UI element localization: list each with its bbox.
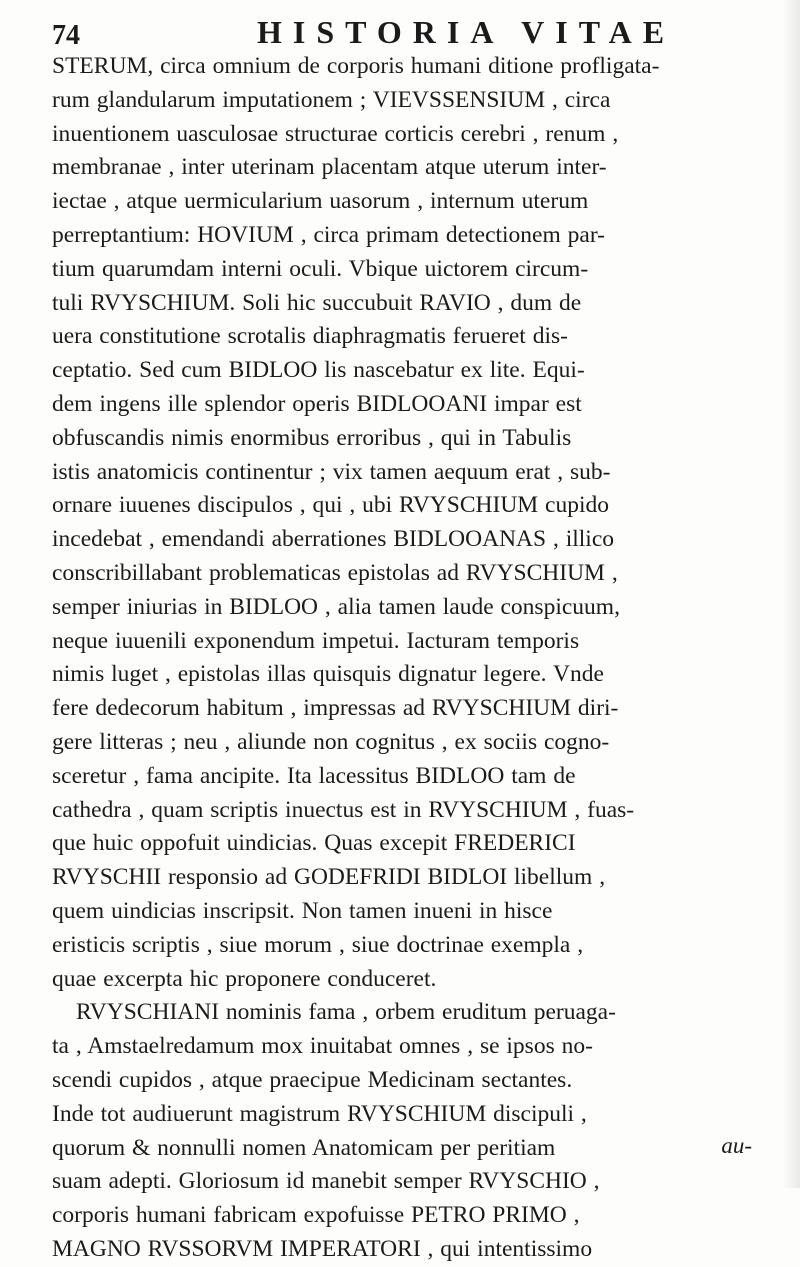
text-line: membranae , inter uterinam placentam atque uterum inter- bbox=[52, 154, 607, 181]
text-line: uera constitutione scrotalis diaphragmatis ferueret dis- bbox=[52, 323, 568, 350]
text-line: iectae , atque uermicularium uasorum , internum uterum bbox=[52, 188, 589, 215]
text-line: STERUM, circa omnium de corporis humani ditione profligata- bbox=[52, 53, 660, 79]
text-line: rum glandularum imputationem ; VIEVSSENSIUM , circa bbox=[52, 86, 611, 113]
text-line: ta , Amstaelredamum mox inuitabat omnes , se ipsos no- bbox=[52, 1033, 593, 1060]
text-line: inuentionem uasculosae structurae corticis cerebri , renum , bbox=[52, 120, 619, 147]
text-line: incedebat , emendandi aberrationes BIDLOOANAS , illico bbox=[52, 526, 615, 553]
text-line: obfuscandis nimis enormibus erroribus , qui in Tabulis bbox=[52, 424, 572, 451]
text-line: perreptantium: HOVIUM , circa primam detectionem par- bbox=[52, 221, 606, 248]
catchword: au- bbox=[721, 1133, 752, 1158]
text-line: quorum & nonnulli nomen Anatomicam per peritiam bbox=[52, 1134, 556, 1161]
text-line: scendi cupidos , atque praecipue Medicinam sectantes. bbox=[52, 1066, 573, 1093]
text-line: tuli RVYSCHIUM. Soli hic succubuit RAVIO , dum de bbox=[52, 289, 582, 316]
text-line: gere litteras ; neu , aliunde non cognitus , ex sociis cogno- bbox=[52, 728, 610, 755]
text-line: ceptatio. Sed cum BIDLOO lis nascebatur ex lite. Equi- bbox=[52, 357, 585, 384]
text-line: quae excerpta hic proponere conduceret. bbox=[52, 965, 437, 992]
body-text bbox=[52, 50, 752, 1267]
text-line: sceretur , fama ancipite. Ita lacessitus BIDLOO tam de bbox=[52, 762, 576, 789]
page-number: 74 bbox=[52, 20, 80, 51]
text-line: eristicis scriptis , siue morum , siue doctrinae exempla , bbox=[52, 931, 584, 958]
text-line: neque iuuenili exponendum impetui. Iacturam temporis bbox=[52, 627, 580, 654]
text-line: suam adepti. Gloriosum id manebit semper RVYSCHIO , bbox=[52, 1168, 600, 1195]
text-line: fere dedecorum habitum , impressas ad RVYSCHIUM diri- bbox=[52, 695, 619, 722]
text-line: RVYSCHIANI nominis fama , orbem eruditum peruaga- bbox=[76, 999, 616, 1026]
page-edge-shadow bbox=[782, 0, 800, 1188]
text-line: semper iniurias in BIDLOO , alia tamen laude conspicuum, bbox=[52, 593, 620, 620]
page-header bbox=[52, 8, 752, 54]
text-line: MAGNO RVSSORVM IMPERATORI , qui intentissimo bbox=[52, 1235, 593, 1262]
text-line: corporis humani fabricam expofuisse PETRO PRIMO , bbox=[52, 1202, 580, 1229]
text-line: quem uindicias inscripsit. Non tamen inueni in hisce bbox=[52, 897, 553, 924]
running-head: HISTORIA VITAE bbox=[257, 14, 676, 50]
text-line: conscribillabant problematicas epistolas ad RVYSCHIUM , bbox=[52, 559, 618, 586]
text-line: dem ingens ille splendor operis BIDLOOANI impar est bbox=[52, 390, 582, 417]
text-line: cathedra , quam scriptis inuectus est in RVYSCHIUM , fuas- bbox=[52, 796, 635, 823]
text-line: que huic oppofuit uindicias. Quas excepit FREDERICI bbox=[52, 830, 576, 857]
text-line: ornare iuuenes discipulos , qui , ubi RVYSCHIUM cupido bbox=[52, 492, 610, 519]
text-line: Inde tot audiuerunt magistrum RVYSCHIUM discipuli , bbox=[52, 1100, 587, 1127]
text-line: nimis luget , epistolas illas quisquis dignatur legere. Vnde bbox=[52, 661, 604, 688]
text-line: tium quarumdam interni oculi. Vbique uictorem circum- bbox=[52, 255, 589, 282]
text-line: RVYSCHII responsio ad GODEFRIDI BIDLOI libellum , bbox=[52, 864, 606, 891]
text-line: istis anatomicis continentur ; vix tamen aequum erat , sub- bbox=[52, 458, 611, 485]
